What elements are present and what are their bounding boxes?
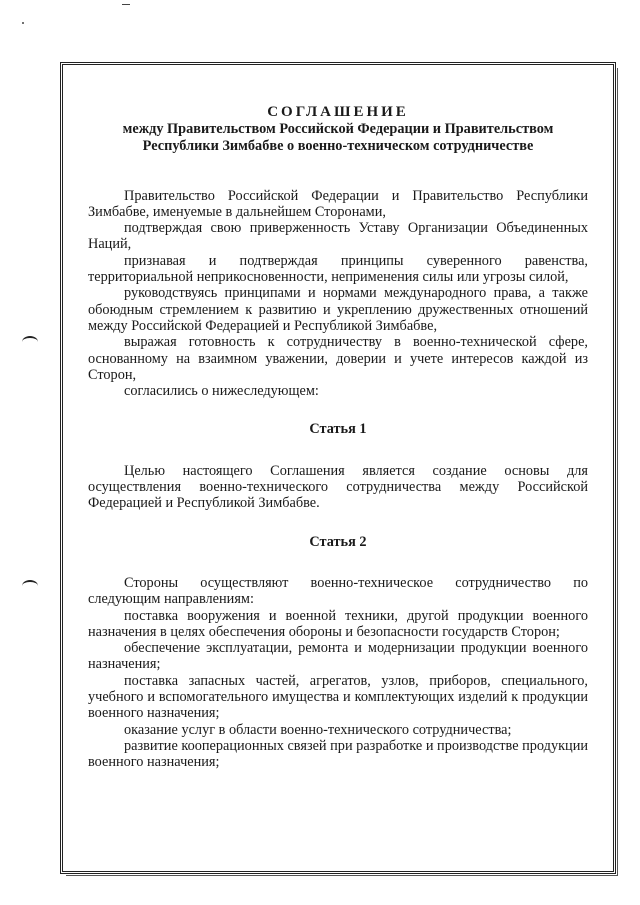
document-subtitle-line2: Республики Зимбабве о военно-техническом сотрудничестве [142,137,534,154]
preamble-paragraph: признавая и подтверждая принципы суверенного равенства, территориальной неприкосновенности, неприменения силы или угрозы силой, [88,252,588,286]
binding-hole-mark [22,580,38,592]
preamble [88,188,588,400]
preamble-paragraph: согласились о нижеследующем: [124,383,319,400]
preamble-paragraph: руководствуясь принципами и нормами международного права, а также обоюдным стремлением к развитию и укреплению дружественных отношений между Российской Федерацией и Республикой Зимбабве, [88,285,588,334]
preamble-paragraph: выражая готовность к сотрудничеству в военно-технической сфере, основанному на взаимном уважении, доверии и учете интересов каждой из Сторон, [88,334,588,383]
article-2-paragraph: поставка вооружения и военной техники, другой продукции военного назначения в целях обеспечения обороны и безопасности государств Сторон; [88,607,588,640]
article-1-paragraph: Целью настоящего Соглашения является создание основы для осуществления военно-технического сотрудничества между Российской Федерацией и Республикой Зимбабве. [88,462,588,512]
document-body [88,103,588,771]
article-2-paragraph: поставка запасных частей, агрегатов, узлов, приборов, специального, учебного и вспомогательного имущества и комплектующих изделий к продукции военного назначения; [88,672,588,722]
article-2-heading: Статья 2 [309,533,367,550]
article-2-paragraph: Стороны осуществляют военно-техническое сотрудничество по следующим направлениям: [88,574,588,608]
preamble-paragraph: подтверждая свою приверженность Уставу Организации Объединенных Наций, [88,220,588,253]
preamble-paragraph: Правительство Российской Федерации и Правительство Республики Зимбабве, именуемые в дальнейшем Сторонами, [88,187,588,220]
binding-hole-mark [22,336,38,348]
article-1-heading: Статья 1 [309,421,367,438]
article-2-paragraph: развитие кооперационных связей при разработке и производстве продукции военного назначения; [88,737,588,771]
scan-speck [122,4,130,5]
document-title: СОГЛАШЕНИЕ [267,104,409,120]
article-2-paragraph: обеспечение эксплуатации, ремонта и модернизации продукции военного назначения; [88,640,588,673]
article-2-paragraph: оказание услуг в области военно-технического сотрудничества; [124,721,512,738]
scan-speck [22,22,24,24]
document-subtitle-line1: между Правительством Российской Федерации и Правительством [122,121,554,137]
